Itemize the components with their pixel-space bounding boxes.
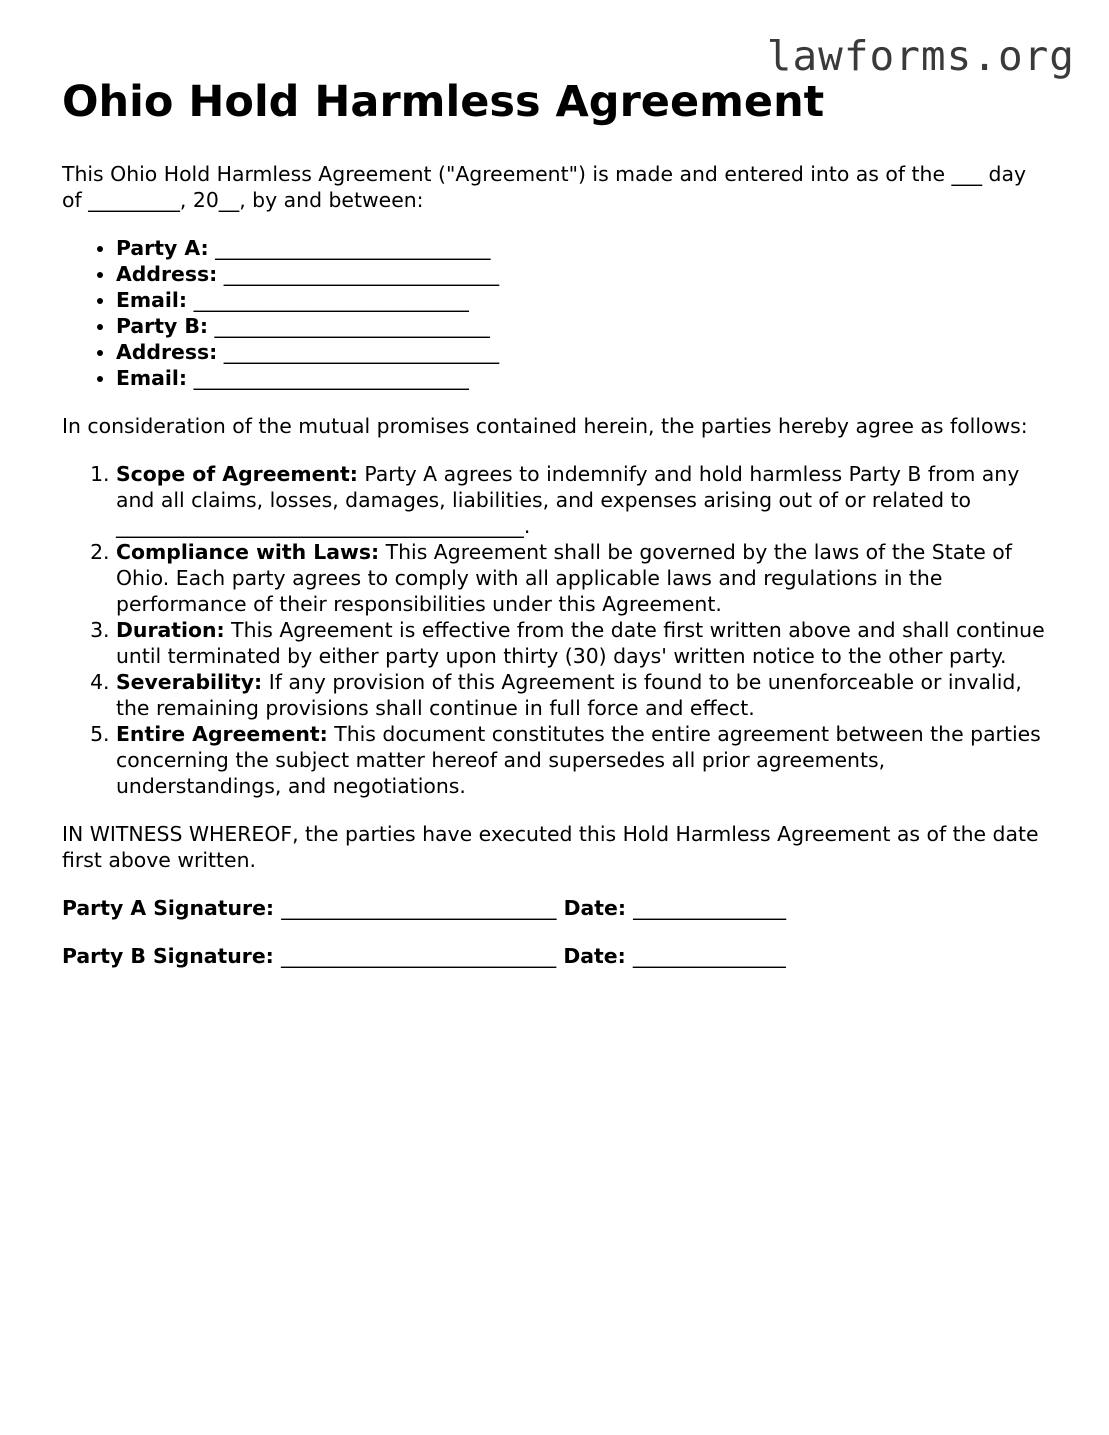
date-blank: _______________ xyxy=(633,896,787,921)
party-a-address-field xyxy=(116,261,1052,287)
term-duration xyxy=(116,617,1052,669)
term-severability xyxy=(116,669,1052,721)
term-scope xyxy=(116,461,1052,539)
field-label: Address: xyxy=(116,340,218,365)
witness-paragraph: IN WITNESS WHEREOF, the parties have executed this Hold Harmless Agreement as of the date first above written. xyxy=(62,822,1039,873)
term-text: Party A agrees to indemnify and hold harmless Party B from any and all claims, losses, damages, liabilities, and expenses arising out of or related to ________________________________________. xyxy=(116,462,1020,539)
field-label: Email: xyxy=(116,288,188,313)
signature-blank: ___________________________ xyxy=(281,896,557,921)
blank-line: ___________________________ xyxy=(193,288,469,313)
blank-line: ___________________________ xyxy=(215,236,491,261)
parties-list xyxy=(62,235,1052,391)
party-b-signature-line xyxy=(62,943,1052,969)
document-title: Ohio Hold Harmless Agreement xyxy=(62,77,825,127)
field-label: Party B: xyxy=(116,314,209,339)
term-heading: Severability: xyxy=(116,670,263,695)
party-b-field xyxy=(116,313,1052,339)
signature-label: Party B Signature: xyxy=(62,944,274,969)
term-heading: Compliance with Laws: xyxy=(116,540,380,565)
signature-blank: ___________________________ xyxy=(280,944,557,969)
term-text: If any provision of this Agreement is found to be unenforceable or invalid, the remaining provisions shall continue in full force and effect. xyxy=(116,670,1022,721)
blank-line: ___________________________ xyxy=(223,262,500,287)
term-heading: Entire Agreement: xyxy=(116,722,328,747)
term-heading: Duration: xyxy=(116,618,225,643)
date-label: Date: xyxy=(563,944,626,969)
document-page xyxy=(62,78,1052,969)
date-label: Date: xyxy=(563,896,627,921)
term-text: This Agreement shall be governed by the laws of the State of Ohio. Each party agrees to comply with all applicable laws and regulations in the performance of their responsibilities under this Agreement. xyxy=(116,540,1012,617)
term-text: This Agreement is effective from the date first written above and shall continue until terminated by either party upon thirty (30) days' written notice to the other party. xyxy=(116,618,1045,669)
intro-paragraph: This Ohio Hold Harmless Agreement ("Agreement") is made and entered into as of the ___ day of _________, 20__, by and between: xyxy=(62,162,1027,213)
party-b-address-field xyxy=(116,339,1052,365)
blank-line: ___________________________ xyxy=(193,366,469,391)
field-label: Address: xyxy=(116,262,218,287)
party-b-email-field xyxy=(116,365,1052,391)
term-heading: Scope of Agreement: xyxy=(116,462,358,487)
party-a-field xyxy=(116,235,1052,261)
term-compliance xyxy=(116,539,1052,617)
term-entire-agreement xyxy=(116,721,1052,799)
date-blank: _______________ xyxy=(632,944,786,969)
consideration-paragraph: In consideration of the mutual promises contained herein, the parties hereby agree as follows: xyxy=(62,414,1028,439)
party-a-email-field xyxy=(116,287,1052,313)
terms-list xyxy=(62,461,1052,799)
signature-label: Party A Signature: xyxy=(62,896,275,921)
field-label: Email: xyxy=(116,366,188,391)
watermark: lawforms.org xyxy=(766,32,1075,80)
term-text: This document constitutes the entire agreement between the parties concerning the subject matter hereof and supersedes all prior agreements, understandings, and negotiations. xyxy=(116,722,1041,799)
blank-line: ___________________________ xyxy=(214,314,490,339)
party-a-signature-line xyxy=(62,895,1052,921)
field-label: Party A: xyxy=(116,236,209,261)
blank-line: ___________________________ xyxy=(223,340,500,365)
